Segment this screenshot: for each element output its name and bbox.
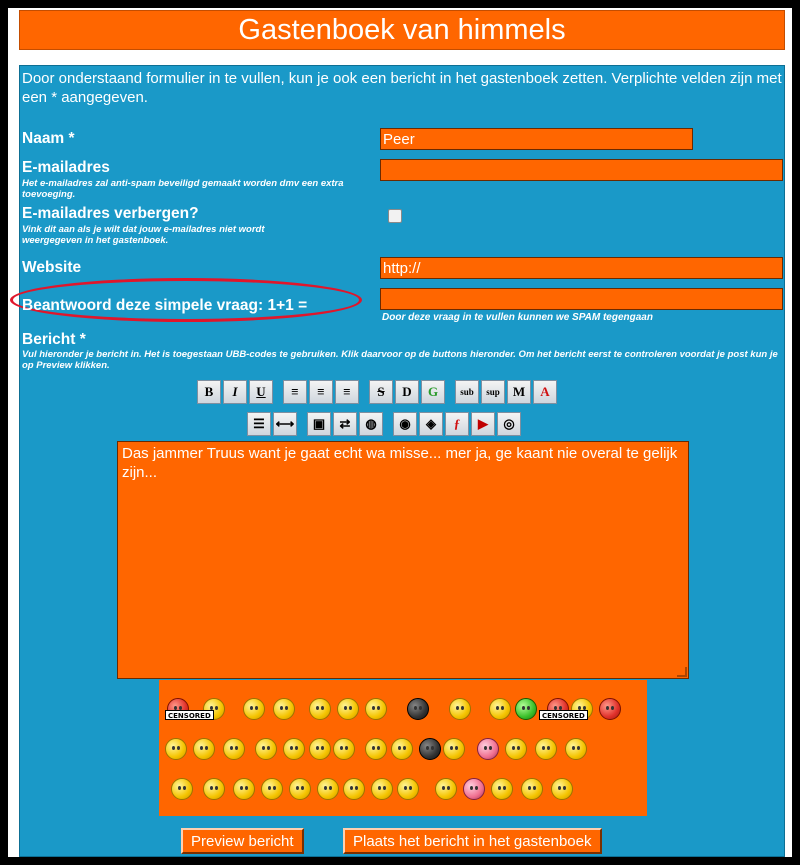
smiley-icon[interactable] [273,698,295,720]
page-frame [8,8,792,857]
youtube-button[interactable] [471,412,495,436]
link-button[interactable] [333,412,357,436]
censored-smiley-icon[interactable]: CENSORED [165,710,214,720]
resize-grip-icon[interactable] [677,667,687,677]
d-icon: D [402,384,412,399]
submit-button[interactable]: Plaats het bericht in het gastenboek [343,828,602,854]
bold-icon: B [204,384,214,399]
smiley-icon[interactable] [223,738,245,760]
underline-icon: U [256,384,266,399]
ubb-toolbar-row2 [247,412,521,436]
name-label: Naam * [22,130,75,147]
smiley-icon[interactable] [535,738,557,760]
underline-button[interactable] [249,380,273,404]
smiley-icon[interactable] [165,738,187,760]
list-button[interactable] [247,412,271,436]
align-center-icon: ≡ [317,384,325,399]
name-input[interactable] [380,128,693,150]
message-label: Bericht * [22,331,86,348]
font-color-icon: A [540,384,550,399]
smiley-panel [159,680,647,816]
censored-smiley-icon[interactable]: CENSORED [539,710,588,720]
smiley-icon[interactable] [551,778,573,800]
smiley-icon[interactable] [309,738,331,760]
flash-button[interactable] [445,412,469,436]
website-label: Website [22,259,82,276]
smiley-icon[interactable] [435,778,457,800]
align-right-icon: ≡ [343,384,351,399]
windows-media-icon: ◈ [426,416,436,431]
flash-icon: ƒ [453,416,461,431]
smiley-icon[interactable] [419,738,441,760]
subscript-icon: sub [460,387,474,397]
media-icon: ◉ [399,416,411,431]
bold-button[interactable] [197,380,221,404]
smiley-icon[interactable] [283,738,305,760]
italic-button[interactable] [223,380,247,404]
message-text: Das jammer Truus want je gaat echt wa misse... mer ja, ge kaant nie overal te gelijk zijn... [122,445,678,481]
message-note: Vul hieronder je bericht in. Het is toegestaan UBB-codes te gebruiken. Klik daarvoor op de buttons hieronder. Om het bericht eerst te controleren voordat je post kun je op Preview klikken. [22,349,778,371]
align-center-button[interactable] [309,380,333,404]
smiley-icon[interactable] [317,778,339,800]
captcha-label: Beantwoord deze simpele vraag: 1+1 = [22,297,308,314]
horizontal-rule-icon: ⟷ [275,416,295,431]
superscript-icon: sup [486,387,500,397]
smiley-icon[interactable] [233,778,255,800]
align-left-button[interactable] [283,380,307,404]
font-color-button[interactable] [533,380,557,404]
smiley-icon[interactable] [477,738,499,760]
email-input[interactable] [380,159,783,181]
video-icon: ◎ [503,416,515,431]
email-label: E-mailadres [22,159,110,176]
website-input[interactable] [380,257,783,279]
smiley-icon[interactable] [491,778,513,800]
smiley-icon[interactable] [463,778,485,800]
page-title: Gastenboek van himmels [19,10,785,50]
smiley-icon[interactable] [489,698,511,720]
image-button[interactable] [307,412,331,436]
video-button[interactable] [497,412,521,436]
g-icon: G [427,384,439,399]
smiley-icon[interactable] [397,778,419,800]
captcha-input[interactable] [380,288,783,310]
hide-email-note: Vink dit aan als je wilt dat jouw e-mailadres niet wordt weergegeven in het gastenboek. [22,224,265,246]
smiley-icon[interactable] [391,738,413,760]
smiley-icon[interactable] [171,778,193,800]
m-button[interactable] [507,380,531,404]
smiley-icon[interactable] [565,738,587,760]
g-button[interactable] [421,380,445,404]
smiley-icon[interactable] [449,698,471,720]
smiley-icon[interactable] [309,698,331,720]
smiley-icon[interactable] [505,738,527,760]
strikethrough-button[interactable] [369,380,393,404]
hide-email-label: E-mailadres verbergen? [22,205,199,222]
smiley-icon[interactable] [343,778,365,800]
strikethrough-icon: S [377,384,385,399]
youtube-icon: ▶ [478,416,488,431]
preview-button[interactable]: Preview bericht [181,828,304,854]
smiley-icon[interactable] [333,738,355,760]
horizontal-rule-button[interactable] [273,412,297,436]
smiley-icon[interactable] [255,738,277,760]
ubb-toolbar-row1 [197,380,557,404]
smiley-icon[interactable] [261,778,283,800]
windows-media-button[interactable] [419,412,443,436]
smiley-icon[interactable] [371,778,393,800]
smiley-icon[interactable] [289,778,311,800]
image-icon: ▣ [312,416,326,431]
smiley-icon[interactable] [203,778,225,800]
link-icon: ⇄ [339,416,351,431]
italic-icon: I [232,384,238,399]
smiley-icon[interactable] [407,698,429,720]
form-intro: Door onderstaand formulier in te vullen, kun je ook een bericht in het gastenboek zetten. Verplichte velden zijn met een * aangegeven. [22,70,782,106]
smiley-icon[interactable] [599,698,621,720]
smiley-icon[interactable] [521,778,543,800]
smiley-icon[interactable] [443,738,465,760]
m-icon: M [512,384,526,399]
url-button[interactable] [359,412,383,436]
hide-email-checkbox[interactable] [388,209,402,223]
smiley-icon[interactable] [193,738,215,760]
media-button[interactable] [393,412,417,436]
smiley-icon[interactable] [365,738,387,760]
smiley-icon[interactable] [243,698,265,720]
smiley-icon[interactable] [515,698,537,720]
guestbook-form [19,65,785,857]
superscript-button[interactable] [481,380,505,404]
url-icon: ◍ [365,416,377,431]
smiley-icon[interactable] [365,698,387,720]
d-button[interactable] [395,380,419,404]
message-textarea[interactable] [117,441,689,679]
align-left-icon: ≡ [291,384,299,399]
list-icon: ☰ [253,416,265,431]
smiley-icon[interactable] [337,698,359,720]
email-note: Het e-mailadres zal anti-spam beveiligd gemaakt worden dmv een extra toevoeging. [22,178,344,200]
captcha-hint: Door deze vraag in te vullen kunnen we SPAM tegengaan [382,312,653,323]
align-right-button[interactable] [335,380,359,404]
subscript-button[interactable] [455,380,479,404]
